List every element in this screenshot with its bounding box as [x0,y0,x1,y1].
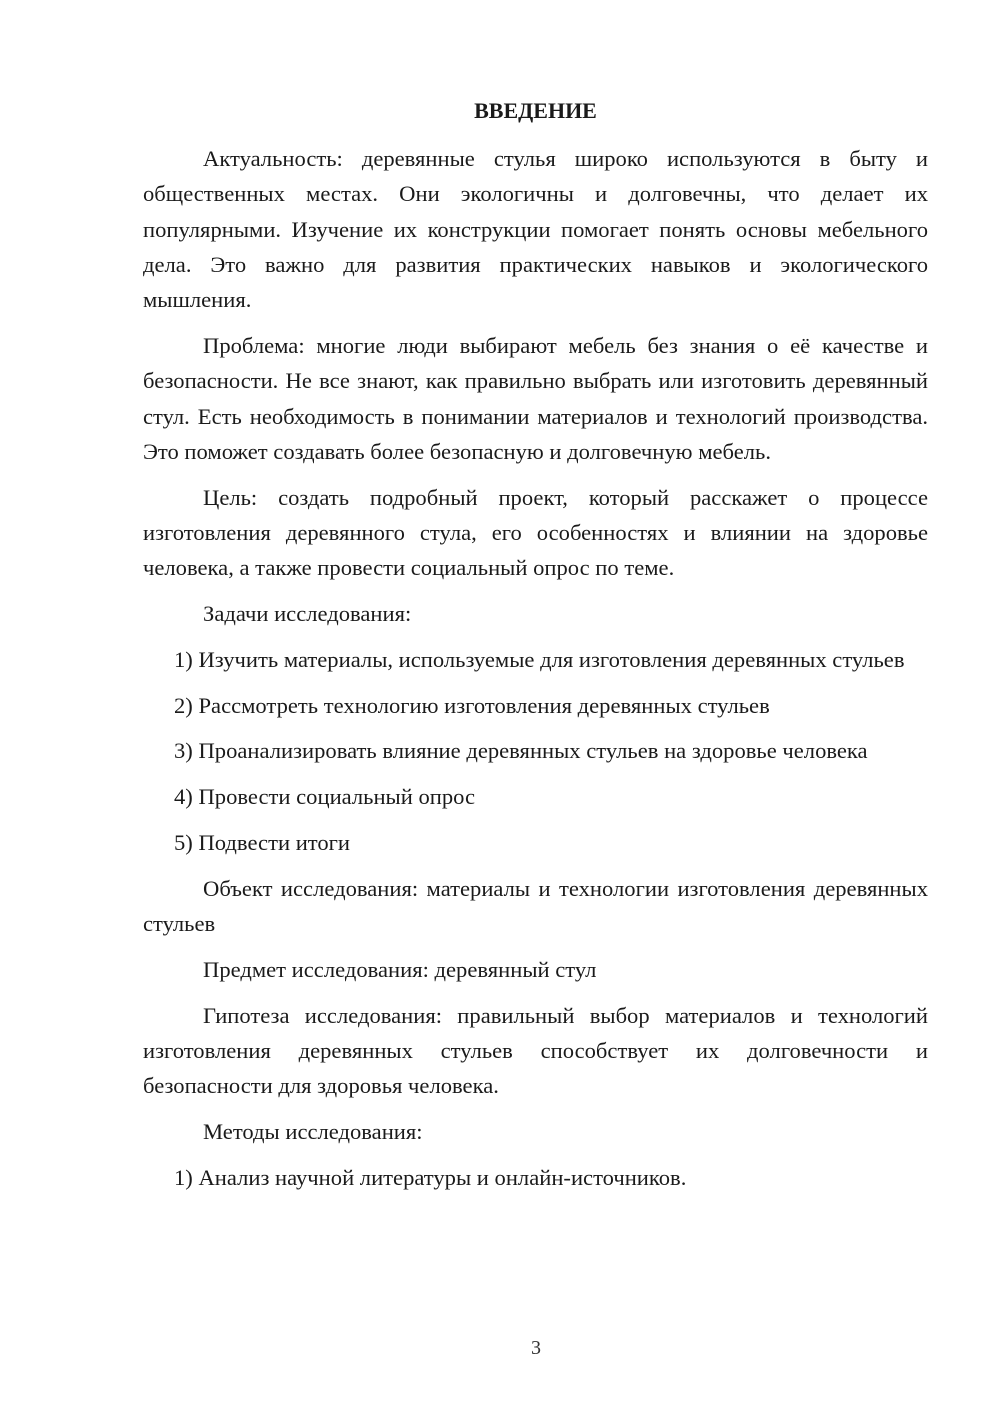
list-item: 4) Провести социальный опрос [174,784,476,810]
paragraph-object: Объект исследования: материалы и технологии изготовления деревянных стульев [143,875,928,937]
paragraph-hypothesis: Гипотеза исследования: правильный выбор материалов и технологий изготовления деревянных стульев способствует их долговечности и безопасности для здоровья человека. [143,1002,928,1099]
body-text [143,141,928,1206]
page-number: 3 [531,1337,541,1359]
list-item: 2) Рассмотреть технологию изготовления деревянных стульев [174,692,770,718]
paragraph-goal: Цель: создать подробный проект, который расскажет о процессе изготовления деревянного стула, его особенностях и влиянии на здоровье человека, а также провести социальный опрос по теме. [143,484,928,581]
list-item: 1) Изучить материалы, используемые для изготовления деревянных стульев [174,646,905,672]
paragraph-relevance: Актуальность: деревянные стулья широко используются в быту и общественных местах. Они экологичны и долговечны, что делает их популярными. Изучение их конструкции помогает понять основы мебельного дела. Это важно для развития практических навыков и экологического мышления. [143,146,928,313]
paragraph-methods-title: Методы исследования: [203,1119,423,1145]
paragraph-problem: Проблема: многие люди выбирают мебель без знания о её качестве и безопасности. Не все знают, как правильно выбрать или изготовить деревянный стул. Есть необходимость в понимании материалов и технологий производства. Это поможет создавать более безопасную и долговечную мебель. [143,332,928,464]
list-item: 3) Проанализировать влияние деревянных стульев на здоровье человека [174,738,868,764]
paragraph-subject: Предмет исследования: деревянный стул [203,956,597,982]
list-item: 5) Подвести итоги [174,830,351,856]
section-heading: ВВЕДЕНИЕ [474,98,597,123]
list-item: 1) Анализ научной литературы и онлайн-источников. [174,1164,687,1190]
paragraph-tasks-title: Задачи исследования: [203,601,412,627]
